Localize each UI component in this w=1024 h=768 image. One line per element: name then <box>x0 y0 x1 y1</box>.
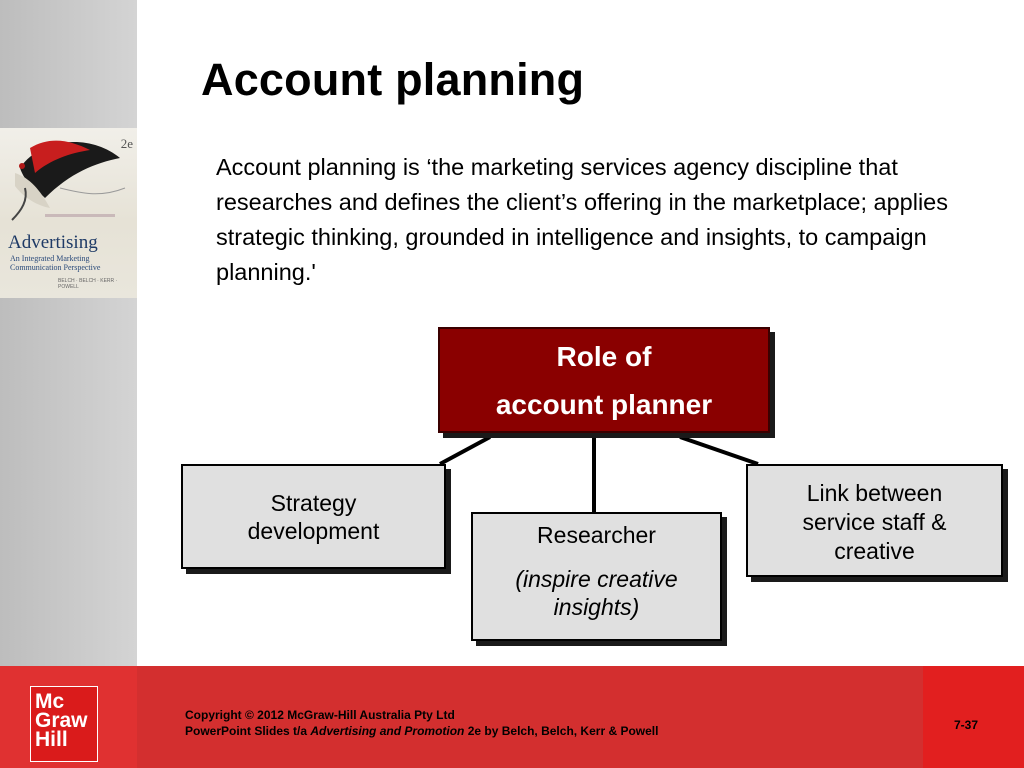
strategy-development-box <box>181 464 446 569</box>
logo-line-1: Mc <box>35 690 65 713</box>
connector-link <box>680 437 758 464</box>
link-box-line2: service staff & <box>802 509 947 535</box>
link-between-box <box>746 464 1003 577</box>
copyright-notice <box>185 707 658 739</box>
cover-edition: 2e <box>120 136 133 151</box>
strategy-box-line1: Strategy <box>270 490 357 516</box>
footer-bar <box>0 666 1024 768</box>
page-number-panel <box>923 666 1024 768</box>
cover-title: Advertising <box>8 232 98 253</box>
role-box-line2: account planner <box>495 389 713 420</box>
strategy-box-line2: development <box>247 518 380 544</box>
researcher-note: (inspire creative insights) <box>515 566 678 620</box>
slide-title: Account planning <box>201 54 585 105</box>
copyright-line-2 <box>185 723 658 739</box>
researcher-box <box>471 512 722 641</box>
cover-authors: BELCH · BELCH · KERR · POWELL <box>58 278 118 290</box>
definition-text: Account planning is ‘the marketing services agency discipline that researches and defines the client’s offering in the marketplace; applies strategic thinking, grounded in intelligence and insights, to campaign planning.' <box>216 154 948 285</box>
copyright-prefix: PowerPoint Slides t/a <box>185 724 311 738</box>
role-of-account-planner-box <box>438 327 770 433</box>
logo-line-3: Hill <box>35 728 68 751</box>
mcgraw-hill-logo <box>30 686 98 762</box>
cover-subtitle: An Integrated Marketing Communication Perspective <box>10 254 101 272</box>
logo-line-2: Graw <box>35 709 88 732</box>
copyright-suffix: 2e by Belch, Belch, Kerr & Powell <box>464 724 659 738</box>
link-box-line1: Link between <box>806 480 943 506</box>
copyright-book-title: Advertising and Promotion <box>310 724 465 738</box>
copyright-line-1: Copyright © 2012 McGraw-Hill Australia Pty Ltd <box>185 708 455 722</box>
role-box-line1: Role of <box>556 341 652 372</box>
researcher-label: Researcher <box>537 522 656 548</box>
link-box-line3: creative <box>834 538 915 564</box>
page-number: 7-37 <box>953 718 979 732</box>
connector-strategy <box>440 437 490 464</box>
